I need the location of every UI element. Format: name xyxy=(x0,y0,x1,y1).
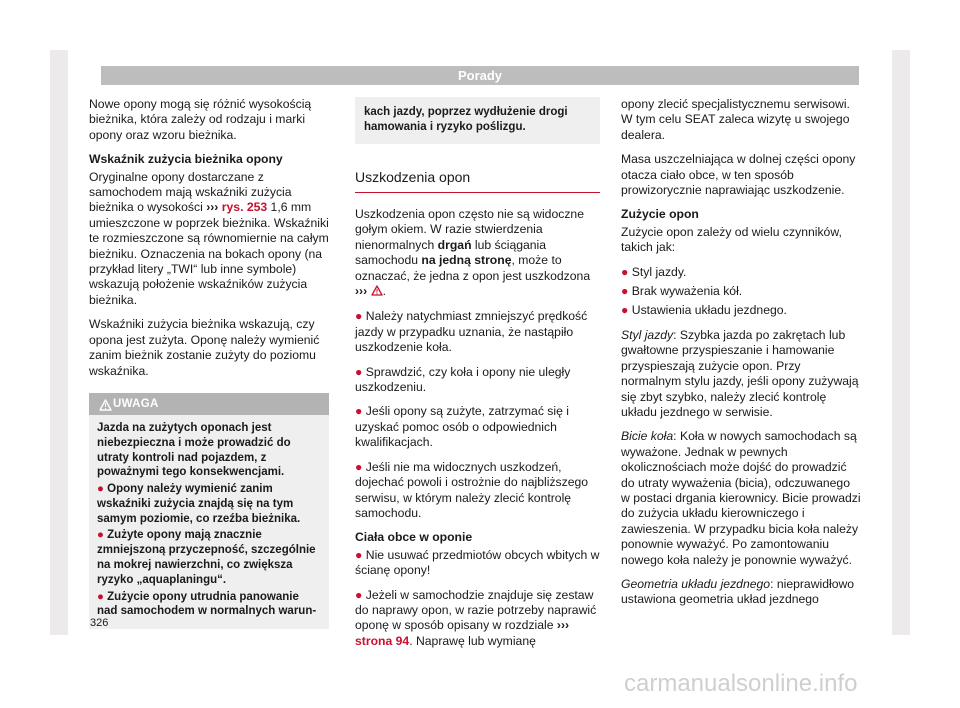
subheading: Ciała obce w oponie xyxy=(355,530,473,545)
column-1 xyxy=(89,97,329,629)
warning-intro: Jazda na zużytych oponach jest niebezpieczna i może prowadzić do utraty kontroli nad pojazdem, z poważnymi tego konsekwencjami. xyxy=(97,421,291,479)
reference-arrow: ››› xyxy=(556,618,570,633)
list-item: ● Nie usuwać przedmiotów obcych wbitych w ścianę opony! xyxy=(355,547,600,578)
subheading: Wskaźnik zużycia bieżnika opony xyxy=(89,152,283,167)
warning-bullet: ● Zużyte opony mają znacznie zmniejszoną przyczepność, szczególnie na mokrej nawierzchni, co zwiększa ryzyko „aquaplaningu“. xyxy=(97,529,316,586)
page-link[interactable]: strona 94 xyxy=(355,633,410,648)
paragraph: Uszkodzenia opon często nie są widoczne gołym okiem. W razie stwierdzenia nienormalnych drgań lub ściągania samochodu na jedną stronę, może to oznaczać, że jedna z opon jest uszkodzona ››› . xyxy=(355,207,600,300)
paragraph: Wskaźniki zużycia bieżnika wskazują, czy opona jest zużyta. Oponę należy wymienić zanim bieżnik zostanie zużyty do poziomu wskaźnika. xyxy=(89,317,320,378)
paragraph: Zużycie opon zależy od wielu czynników, takich jak: xyxy=(621,224,842,255)
list-item: ● Jeśli nie ma widocznych uszkodzeń, dojechać powoli i ostrożnie do najbliższego serwisu, w którym należy zlecić kontrolę samochodu. xyxy=(355,459,589,520)
page-number: 326 xyxy=(90,617,109,629)
paragraph: Masa uszczelniająca w dolnej części opony otacza ciało obce, w ten sposób prowizorycznie naprawiając uszkodzenie. xyxy=(621,152,856,198)
section-title: Uszkodzenia opon xyxy=(355,170,600,193)
warning-bullet: ● Opony należy wymienić zanim wskaźniki zużycia znajdą się na tym samym poziomie, co rzeźba bieżnika. xyxy=(97,483,301,525)
subheading: Zużycie opon xyxy=(621,207,699,222)
paragraph: Geometria układu jezdnego: nieprawidłowo ustawiona geometria układ jezdnego xyxy=(621,576,855,607)
warning-triangle-icon xyxy=(99,397,112,419)
paragraph: Styl jazdy: Szybka jazda po zakrętach lub gwałtowne przyspieszanie i hamowanie przyspieszają zużycie opon. Przy normalnym stylu jazdy, jeśli opony zużywają się zbyt szybko, należy zlecić kontrolę układu jezdnego w serwisie. xyxy=(621,327,859,419)
figure-link[interactable]: rys. 253 xyxy=(221,200,268,215)
list-item: ● Ustawienia układu jezdnego. xyxy=(621,303,787,318)
watermark: carmanualsonline.info xyxy=(624,670,858,697)
list-item: ● Brak wyważenia kół. xyxy=(621,284,743,299)
text: 1,6 mm umieszczone w poprzek bieżnika. Wskaźniki te rozmieszczone są równomiernie na całym bieżniku. Oznaczenia na bokach opony (na przykład litery „TWI“ lub inne symbole) wskazują położenie wskaźników zużycia bieżnika. xyxy=(89,200,329,307)
page-header: Porady xyxy=(101,66,859,85)
warning-box xyxy=(89,393,329,629)
reference-arrow: ››› xyxy=(206,200,219,215)
list-item: ● Jeśli opony są zużyte, zatrzymać się i uzyskać pomoc osób o odpowiednich kwalifikacjach. xyxy=(355,404,569,450)
list-item: ● Styl jazdy. xyxy=(621,264,687,279)
reference-arrow: ››› xyxy=(355,284,368,299)
text: Oryginalne opony dostarczane z samochodem mają wskaźniki zużycia bieżnika o wysokości xyxy=(89,169,292,215)
column-2 xyxy=(355,97,600,658)
paragraph: Bicie koła: Koła w nowych samochodach są wyważone. Jednak w pewnych okolicznościach może dojść do prowadzić do utraty wyważenia (bicia), odczuwanego w postaci drgania kierownicy. Bicie prowadzi do zużycia układu kierowniczego i zawieszenia. W przypadku bicia koła należy ponownie wyważyć. Po zamontowaniu nowego koła należy je ponownie wyważyć. xyxy=(621,429,861,567)
list-item: ● Należy natychmiast zmniejszyć prędkość jazdy w przypadku uznania, że nastąpiło uszkodzenie koła. xyxy=(355,309,588,355)
warning-label: UWAGA xyxy=(113,397,159,410)
list-item: ● Sprawdzić, czy koła i opony nie uległy uszkodzeniu. xyxy=(355,364,571,395)
paragraph xyxy=(89,170,329,309)
warning-bullet: ● Zużycie opony utrudnia panowanie nad samochodem w normalnych warun- xyxy=(97,590,317,618)
warning-body xyxy=(89,415,329,629)
paragraph: Nowe opony mogą się różnić wysokością bieżnika, która zależy od rodzaju i marki opony oraz wzoru bieżnika. xyxy=(89,97,312,142)
paragraph: opony zlecić specjalistycznemu serwisowi. W tym celu SEAT zaleca wizytę u swojego dealera. xyxy=(621,97,850,142)
list-item: ● Jeżeli w samochodzie znajduje się zestaw do naprawy opon, w razie potrzeby naprawić oponę w sposób opisany w rozdziale ››› strona 94. Naprawę lub wymianę xyxy=(355,587,597,648)
column-3 xyxy=(621,97,861,617)
warning-continuation: kach jazdy, poprzez wydłużenie drogi hamowania i ryzyko poślizgu. xyxy=(355,97,600,144)
warning-triangle-icon[interactable] xyxy=(371,285,383,300)
warning-header xyxy=(89,393,329,415)
